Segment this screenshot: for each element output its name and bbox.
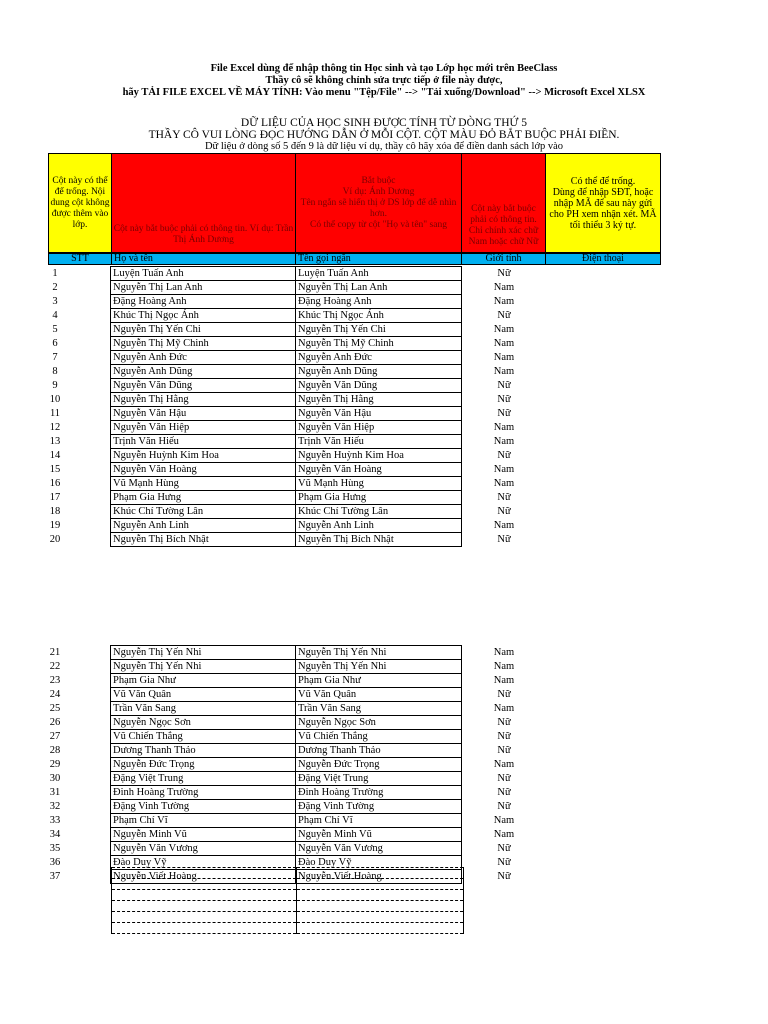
table-row <box>0 730 546 744</box>
name-cell[interactable]: Nguyễn Huỳnh Kim Hoa <box>111 449 296 463</box>
table-row <box>0 281 546 295</box>
stt-cell[interactable]: 1 <box>52 267 58 279</box>
name-cell[interactable]: Nguyễn Thị Yến Nhi <box>111 646 296 660</box>
gender-cell[interactable]: Nữ <box>497 309 511 321</box>
short-name-cell[interactable]: Vũ Văn Quân <box>296 688 462 702</box>
gender-cell[interactable]: Nam <box>493 674 515 686</box>
table-row <box>0 758 546 772</box>
short-name-cell[interactable]: Nguyễn Huỳnh Kim Hoa <box>296 449 462 463</box>
gender-cell[interactable]: Nam <box>493 646 515 658</box>
name-cell[interactable]: Nguyễn Văn Hậu <box>111 407 296 421</box>
gender-cell[interactable]: Nam <box>493 702 515 714</box>
stt-cell[interactable]: 29 <box>49 758 61 770</box>
short-name-cell[interactable]: Phạm Chí Vĩ <box>296 814 462 828</box>
table-row <box>0 842 546 856</box>
short-name-cell[interactable]: Trần Văn Sang <box>296 702 462 716</box>
name-cell[interactable]: Nguyễn Ngọc Sơn <box>111 716 296 730</box>
short-name-cell[interactable]: Nguyễn Viết Hoàng <box>296 870 462 884</box>
short-name-cell[interactable]: Nguyễn Thị Bích Nhật <box>296 533 462 547</box>
table-row <box>0 379 546 393</box>
short-name-cell[interactable]: Khúc Chí Tường Lân <box>296 505 462 519</box>
empty-short-name-cell[interactable] <box>297 912 464 923</box>
name-cell[interactable]: Vũ Mạnh Hùng <box>111 477 296 491</box>
gender-cell[interactable]: Nữ <box>497 744 511 756</box>
stt-cell[interactable]: 32 <box>49 800 61 812</box>
short-name-cell[interactable]: Nguyễn Minh Vũ <box>296 828 462 842</box>
name-cell[interactable]: Nguyễn Anh Đức <box>111 351 296 365</box>
gender-cell[interactable]: Nam <box>493 758 515 770</box>
empty-name-cell[interactable] <box>112 901 297 912</box>
doc-title-line-3: hãy TẢI FILE EXCEL VỀ MÁY TÍNH: Vào menu "Tệp/File" --> "Tải xuống/Download" --> Microsoft Excel XLSX <box>122 87 646 98</box>
name-cell[interactable]: Vũ Văn Quân <box>111 688 296 702</box>
gender-cell[interactable]: Nam <box>493 421 515 433</box>
empty-row <box>112 879 464 890</box>
name-cell[interactable]: Nguyễn Thị Hằng <box>111 393 296 407</box>
stt-cell[interactable]: 8 <box>52 365 58 377</box>
table-row <box>0 828 546 842</box>
stt-cell[interactable]: 13 <box>49 435 61 447</box>
short-name-cell[interactable]: Nguyễn Anh Đức <box>296 351 462 365</box>
empty-name-cell[interactable] <box>112 923 297 934</box>
table-row <box>0 674 546 688</box>
gender-cell[interactable]: Nữ <box>497 730 511 742</box>
table-row <box>0 477 546 491</box>
empty-short-name-cell[interactable] <box>297 868 464 879</box>
stt-cell[interactable]: 9 <box>52 379 58 391</box>
col-header-stt[interactable]: STT <box>48 253 112 265</box>
table-row <box>0 267 546 281</box>
table-row <box>0 533 546 547</box>
short-name-cell[interactable]: Nguyễn Văn Hiệp <box>296 421 462 435</box>
col-header-name[interactable]: Họ và tên <box>111 253 296 265</box>
gender-cell[interactable]: Nam <box>493 337 515 349</box>
gender-cell[interactable]: Nữ <box>497 407 511 419</box>
table-row <box>0 309 546 323</box>
stt-cell[interactable]: 19 <box>49 519 61 531</box>
name-cell[interactable]: Nguyễn Thị Bích Nhật <box>111 533 296 547</box>
name-cell[interactable]: Nguyễn Thị Yến Nhi <box>111 660 296 674</box>
instruction-line-1: DỮ LIỆU CỦA HỌC SINH ĐƯỢC TÍNH TỪ DÒNG THỨ 5 <box>240 117 528 129</box>
name-cell[interactable]: Nguyễn Thị Mỹ Chinh <box>111 337 296 351</box>
short-name-cell[interactable]: Luyện Tuấn Anh <box>296 267 462 281</box>
short-name-cell[interactable]: Nguyễn Đức Trọng <box>296 758 462 772</box>
name-cell[interactable]: Nguyễn Văn Hiệp <box>111 421 296 435</box>
gender-cell[interactable]: Nữ <box>497 267 511 279</box>
empty-rows-table <box>111 867 464 934</box>
short-name-cell[interactable]: Trịnh Văn Hiếu <box>296 435 462 449</box>
stt-cell[interactable]: 37 <box>49 870 61 882</box>
gender-cell[interactable]: Nam <box>493 519 515 531</box>
instruction-line-2: THẦY CÔ VUI LÒNG ĐỌC HƯỚNG DẪN Ở MỖI CỘT. CỘT MÀU ĐỎ BẮT BUỘC PHẢI ĐIỀN. <box>148 129 620 141</box>
gender-cell[interactable]: Nữ <box>497 800 511 812</box>
gender-cell[interactable]: Nữ <box>497 379 511 391</box>
table-row <box>0 772 546 786</box>
col-header-short-name[interactable]: Tên gọi ngắn <box>295 253 462 265</box>
guide-phone <box>545 153 661 253</box>
gender-cell[interactable]: Nữ <box>497 842 511 854</box>
name-cell[interactable]: Phạm Gia Hưng <box>111 491 296 505</box>
stt-cell[interactable]: 22 <box>49 660 61 672</box>
name-cell[interactable]: Đặng Hoàng Anh <box>111 295 296 309</box>
name-cell[interactable]: Trần Văn Sang <box>111 702 296 716</box>
gender-cell[interactable]: Nam <box>493 281 515 293</box>
stt-cell[interactable]: 21 <box>49 646 61 658</box>
stt-cell[interactable]: 23 <box>49 674 61 686</box>
empty-row <box>112 868 464 879</box>
table-row <box>0 323 546 337</box>
name-cell[interactable]: Nguyễn Viết Hoàng <box>111 870 296 884</box>
guide-name <box>111 153 296 253</box>
short-name-cell[interactable]: Khúc Thị Ngọc Ánh <box>296 309 462 323</box>
guide-short-text: Bắt buộc Ví dụ: Ánh Dương Tên ngắn sẽ hiển thị ở DS lớp để dễ nhìn hơn. Có thể copy từ cột "Họ và tên" sang <box>300 175 457 230</box>
short-name-cell[interactable]: Nguyễn Văn Vương <box>296 842 462 856</box>
name-cell[interactable]: Nguyễn Anh Dũng <box>111 365 296 379</box>
gender-cell[interactable]: Nữ <box>497 772 511 784</box>
table-row <box>0 744 546 758</box>
stt-cell[interactable]: 3 <box>52 295 58 307</box>
empty-row <box>112 901 464 912</box>
gender-cell[interactable]: Nữ <box>497 505 511 517</box>
name-cell[interactable]: Nguyễn Anh Linh <box>111 519 296 533</box>
empty-name-cell[interactable] <box>112 868 297 879</box>
name-cell[interactable]: Nguyễn Minh Vũ <box>111 828 296 842</box>
guide-gender <box>461 153 546 253</box>
table-row <box>0 449 546 463</box>
name-cell[interactable]: Đặng Vinh Tường <box>111 800 296 814</box>
table-row <box>0 365 546 379</box>
guide-stt <box>48 153 112 253</box>
col-header-gender[interactable]: Giới tính <box>461 253 546 265</box>
empty-row <box>112 912 464 923</box>
short-name-cell[interactable]: Nguyễn Anh Linh <box>296 519 462 533</box>
short-name-cell[interactable]: Đặng Hoàng Anh <box>296 295 462 309</box>
empty-row <box>112 923 464 934</box>
name-cell[interactable]: Nguyễn Văn Vương <box>111 842 296 856</box>
short-name-cell[interactable]: Nguyễn Thị Hằng <box>296 393 462 407</box>
table-row <box>0 463 546 477</box>
table-row <box>0 393 546 407</box>
table-row <box>0 435 546 449</box>
empty-name-cell[interactable] <box>112 879 297 890</box>
name-cell[interactable]: Khúc Chí Tường Lân <box>111 505 296 519</box>
table-row <box>0 421 546 435</box>
gender-cell[interactable]: Nữ <box>497 533 511 545</box>
table-row <box>0 407 546 421</box>
name-cell[interactable]: Khúc Thị Ngọc Ánh <box>111 309 296 323</box>
table-row <box>0 800 546 814</box>
table-row <box>0 351 546 365</box>
name-cell[interactable]: Phạm Chí Vĩ <box>111 814 296 828</box>
table-row <box>0 646 546 660</box>
guide-name-text: Cột này bắt buộc phải có thông tin. Ví dụ: Trần Thị Ánh Dương <box>113 224 294 245</box>
stt-cell[interactable]: 11 <box>49 407 61 419</box>
table-row <box>0 295 546 309</box>
short-name-cell[interactable]: Dương Thanh Thảo <box>296 744 462 758</box>
stt-cell[interactable]: 28 <box>49 744 61 756</box>
stt-cell[interactable]: 30 <box>49 772 61 784</box>
short-name-cell[interactable]: Nguyễn Thị Lan Anh <box>296 281 462 295</box>
short-name-cell[interactable]: Vũ Mạnh Hùng <box>296 477 462 491</box>
gender-cell[interactable]: Nam <box>493 463 515 475</box>
gender-cell[interactable]: Nam <box>493 295 515 307</box>
stt-cell[interactable]: 6 <box>52 337 58 349</box>
gender-cell[interactable]: Nữ <box>497 870 511 882</box>
short-name-cell[interactable]: Nguyễn Thị Mỹ Chinh <box>296 337 462 351</box>
short-name-cell[interactable]: Nguyễn Văn Dũng <box>296 379 462 393</box>
gender-cell[interactable]: Nam <box>493 814 515 826</box>
short-name-cell[interactable]: Phạm Gia Hưng <box>296 491 462 505</box>
gender-cell[interactable]: Nam <box>493 477 515 489</box>
gender-cell[interactable]: Nam <box>493 435 515 447</box>
table-row <box>0 786 546 800</box>
stt-cell[interactable]: 36 <box>49 856 61 868</box>
stt-cell[interactable]: 18 <box>49 505 61 517</box>
stt-cell[interactable]: 20 <box>49 533 61 545</box>
guide-gender-text: Cột này bắt buộc phải có thông tin. Chỉ chính xác chữ Nam hoặc chữ Nữ <box>468 204 539 247</box>
stt-cell[interactable]: 34 <box>49 828 61 840</box>
stt-cell[interactable]: 4 <box>52 309 58 321</box>
stt-cell[interactable]: 7 <box>52 351 58 363</box>
student-table-part-1 <box>0 266 546 547</box>
table-row <box>0 688 546 702</box>
table-row <box>0 702 546 716</box>
short-name-cell[interactable]: Nguyễn Thị Yến Chi <box>296 323 462 337</box>
table-row <box>0 337 546 351</box>
short-name-cell[interactable]: Đào Duy Vỹ <box>296 856 462 870</box>
empty-name-cell[interactable] <box>112 890 297 901</box>
table-row <box>0 814 546 828</box>
student-table-part-2 <box>0 645 546 884</box>
table-row <box>0 660 546 674</box>
empty-short-name-cell[interactable] <box>297 923 464 934</box>
short-name-cell[interactable]: Nguyễn Văn Hậu <box>296 407 462 421</box>
gender-cell[interactable]: Nữ <box>497 491 511 503</box>
name-cell[interactable]: Nguyễn Văn Hoàng <box>111 463 296 477</box>
stt-cell[interactable]: 26 <box>49 716 61 728</box>
stt-cell[interactable]: 15 <box>49 463 61 475</box>
table-row <box>0 505 546 519</box>
stt-cell[interactable]: 25 <box>49 702 61 714</box>
gender-cell[interactable]: Nam <box>493 351 515 363</box>
guide-short-name <box>295 153 462 253</box>
gender-cell[interactable]: Nữ <box>497 856 511 868</box>
empty-row <box>112 890 464 901</box>
stt-cell[interactable]: 2 <box>52 281 58 293</box>
name-cell[interactable]: Phạm Gia Như <box>111 674 296 688</box>
short-name-cell[interactable]: Đinh Hoàng Trường <box>296 786 462 800</box>
doc-title-line-1: File Excel dùng để nhập thông tin Học sinh và tạo Lớp học mới trên BeeClass <box>210 63 558 74</box>
gender-cell[interactable]: Nữ <box>497 786 511 798</box>
col-header-phone[interactable]: Điện thoại <box>545 253 661 265</box>
empty-short-name-cell[interactable] <box>297 901 464 912</box>
table-row <box>0 491 546 505</box>
stt-cell[interactable]: 27 <box>49 730 61 742</box>
stt-cell[interactable]: 31 <box>49 786 61 798</box>
doc-title-line-2: Thầy cô sẽ không chỉnh sửa trực tiếp ở file này được, <box>265 75 503 86</box>
empty-name-cell[interactable] <box>112 912 297 923</box>
short-name-cell[interactable]: Nguyễn Thị Yến Nhi <box>296 646 462 660</box>
stt-cell[interactable]: 35 <box>49 842 61 854</box>
stt-cell[interactable]: 14 <box>49 449 61 461</box>
stt-cell[interactable]: 10 <box>49 393 61 405</box>
stt-cell[interactable]: 33 <box>49 814 61 826</box>
table-row <box>0 519 546 533</box>
short-name-cell[interactable]: Nguyễn Văn Hoàng <box>296 463 462 477</box>
stt-cell[interactable]: 24 <box>49 688 61 700</box>
short-name-cell[interactable]: Đặng Vinh Tường <box>296 800 462 814</box>
short-name-cell[interactable]: Vũ Chiến Thắng <box>296 730 462 744</box>
name-cell[interactable]: Dương Thanh Thảo <box>111 744 296 758</box>
table-row <box>0 716 546 730</box>
gender-cell[interactable]: Nữ <box>497 393 511 405</box>
short-name-cell[interactable]: Nguyễn Thị Yến Nhi <box>296 660 462 674</box>
name-cell[interactable]: Vũ Chiến Thắng <box>111 730 296 744</box>
name-cell[interactable]: Đào Duy Vỹ <box>111 856 296 870</box>
name-cell[interactable]: Nguyễn Thị Lan Anh <box>111 281 296 295</box>
guide-stt-text: Cột này có thể để trống. Nội dung cột không được thêm vào lớp. <box>50 175 110 230</box>
instruction-line-3: Dữ liệu ở dòng số 5 đến 9 là dữ liệu ví dụ, thầy cô hãy xóa để điền danh sách lớp vào <box>204 141 564 152</box>
short-name-cell[interactable]: Đặng Việt Trung <box>296 772 462 786</box>
short-name-cell[interactable]: Nguyễn Anh Dũng <box>296 365 462 379</box>
empty-short-name-cell[interactable] <box>297 890 464 901</box>
stt-cell[interactable]: 12 <box>49 421 61 433</box>
empty-short-name-cell[interactable] <box>297 879 464 890</box>
stt-cell[interactable]: 16 <box>49 477 61 489</box>
name-cell[interactable]: Trịnh Văn Hiếu <box>111 435 296 449</box>
gender-cell[interactable]: Nữ <box>497 688 511 700</box>
stt-cell[interactable]: 5 <box>52 323 58 335</box>
name-cell[interactable]: Đặng Việt Trung <box>111 772 296 786</box>
name-cell[interactable]: Luyện Tuấn Anh <box>111 267 296 281</box>
name-cell[interactable]: Đinh Hoàng Trường <box>111 786 296 800</box>
guide-phone-text: Có thể để trống. Dùng để nhập SĐT, hoặc nhập MÃ để sau này gửi cho PH xem nhận xét. MÃ tối thiểu 3 ký tự. <box>549 175 657 231</box>
gender-cell[interactable]: Nam <box>493 365 515 377</box>
short-name-cell[interactable]: Nguyễn Ngọc Sơn <box>296 716 462 730</box>
stt-cell[interactable]: 17 <box>49 491 61 503</box>
gender-cell[interactable]: Nam <box>493 323 515 335</box>
gender-cell[interactable]: Nam <box>493 660 515 672</box>
name-cell[interactable]: Nguyễn Văn Dũng <box>111 379 296 393</box>
short-name-cell[interactable]: Phạm Gia Như <box>296 674 462 688</box>
gender-cell[interactable]: Nữ <box>497 716 511 728</box>
name-cell[interactable]: Nguyễn Đức Trọng <box>111 758 296 772</box>
name-cell[interactable]: Nguyễn Thị Yến Chi <box>111 323 296 337</box>
gender-cell[interactable]: Nam <box>493 828 515 840</box>
gender-cell[interactable]: Nữ <box>497 449 511 461</box>
